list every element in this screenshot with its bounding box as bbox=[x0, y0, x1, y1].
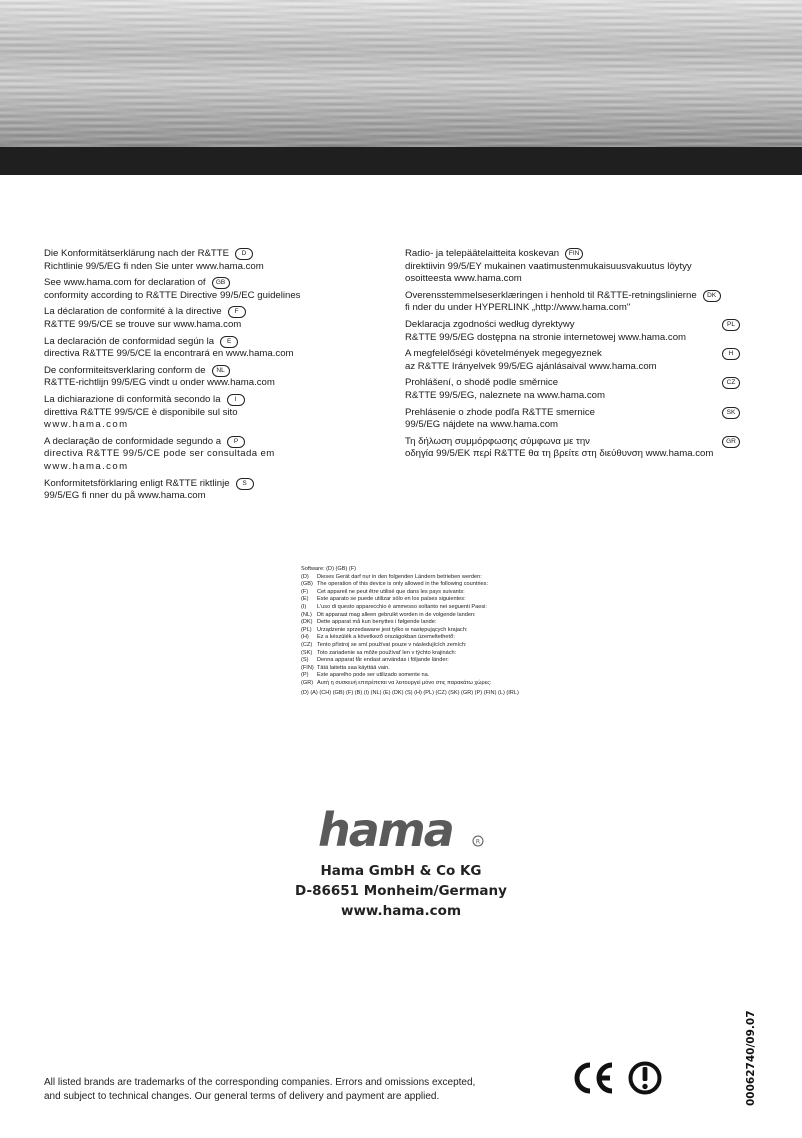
brushed-metal-header bbox=[0, 0, 802, 147]
declaration-line: A megfelelőségi követelmények megegyeznek bbox=[405, 348, 602, 360]
country-badge: D bbox=[235, 248, 253, 260]
software-row bbox=[301, 619, 601, 627]
declaration-line: direttiva R&TTE 99/5/CE è disponibile sul sito bbox=[44, 406, 238, 418]
software-row-code: (CZ) bbox=[301, 641, 313, 648]
country-badge: GR bbox=[722, 436, 740, 448]
order-number bbox=[723, 1010, 763, 1110]
company-website: www.hama.com bbox=[340, 903, 462, 919]
software-row bbox=[301, 680, 601, 688]
footer-line: and subject to technical changes. Our general terms of delivery and payment are applied. bbox=[44, 1090, 440, 1102]
declaration-line: direktiivin 99/5/EY mukainen vaatimustenmukaisuusvakuutus löytyy bbox=[405, 260, 692, 272]
declaration-line: az R&TTE Irányelvek 99/5/EG ajánlásaival www.hama.com bbox=[405, 360, 657, 372]
declaration-line: directiva R&TTE 99/5/CE la encontrará en www.hama.com bbox=[44, 348, 294, 360]
country-badge: SK bbox=[722, 407, 740, 419]
svg-text:R: R bbox=[475, 838, 481, 846]
software-row-text: Ez a készülék a következő országokban üzemeltethető: bbox=[317, 634, 455, 641]
declarations-right-column bbox=[405, 248, 740, 465]
declaration-line: La déclaration de conformité à la directive bbox=[44, 306, 222, 318]
declaration-de bbox=[44, 248, 364, 273]
software-row-code: (H) bbox=[301, 634, 309, 641]
declaration-line: fi nder du under HYPERLINK „http://www.hama.com" bbox=[405, 302, 631, 314]
logo-wordmark: hama bbox=[318, 806, 453, 854]
software-row-text: Tento přístroj se smí používat pouze v následujících zemích: bbox=[317, 641, 467, 648]
software-row-text: Dieses Gerät darf nur in den folgenden Ländern betrieben werden: bbox=[317, 573, 482, 580]
software-row bbox=[301, 634, 601, 642]
country-badge: GB bbox=[212, 277, 230, 289]
declaration-s bbox=[44, 478, 364, 503]
declaration-line: R&TTE-richtlijn 99/5/EG vindt u onder www.hama.com bbox=[44, 377, 275, 389]
declaration-line: Radio- ja telepäätelaitteita koskevan bbox=[405, 248, 560, 259]
company-name: Hama GmbH & Co KG bbox=[320, 863, 482, 879]
software-row-text: Denna apparat får endast användas i följande länder: bbox=[317, 657, 449, 664]
software-row bbox=[301, 650, 601, 658]
software-row-text: Este aparelho pode ser utilizado somente na. bbox=[317, 672, 430, 679]
dark-header-band bbox=[0, 147, 802, 175]
software-row bbox=[301, 604, 601, 612]
declaration-fin bbox=[405, 248, 740, 286]
ce-mark-icon bbox=[577, 1065, 612, 1091]
software-row-code: (FIN) bbox=[301, 664, 314, 671]
country-badge: CZ bbox=[722, 377, 740, 389]
software-row-code: (SK) bbox=[301, 649, 313, 656]
software-row-text: Este aparato se puede utilizar sólo en los países siguientes: bbox=[317, 596, 466, 603]
software-row-code: (I) bbox=[301, 603, 307, 610]
country-badge: H bbox=[722, 348, 740, 360]
declaration-line: Deklaracja zgodności według dyrektywy bbox=[405, 318, 575, 330]
country-badge: DK bbox=[703, 290, 721, 302]
declaration-line: 99/5/EG fi nner du på www.hama.com bbox=[44, 490, 206, 502]
software-country-restrictions bbox=[301, 566, 601, 697]
declaration-sk bbox=[405, 407, 740, 432]
country-badge: P bbox=[227, 436, 245, 448]
company-city: D-86651 Monheim/Germany bbox=[295, 883, 507, 899]
software-row bbox=[301, 574, 601, 582]
software-row-text: Tätä laitetta saa käyttää vain. bbox=[317, 664, 390, 671]
declaration-p bbox=[44, 436, 364, 474]
software-row-text: L'uso di questo apparecchio è ammesso soltanto nei seguenti Paesi: bbox=[317, 603, 487, 610]
software-row bbox=[301, 581, 601, 589]
declaration-e bbox=[44, 336, 364, 361]
country-badge: NL bbox=[212, 365, 230, 377]
declaration-nl bbox=[44, 365, 364, 390]
software-row bbox=[301, 657, 601, 665]
software-row-text: Dette apparat må kun benyttes i følgende lande: bbox=[317, 619, 437, 626]
declaration-line: directiva R&TTE 99/5/CE pode ser consultada em bbox=[44, 448, 275, 460]
software-row bbox=[301, 627, 601, 635]
declaration-line: Konformitetsförklaring enligt R&TTE riktlinje bbox=[44, 477, 230, 489]
declaration-pl bbox=[405, 319, 740, 344]
software-row bbox=[301, 672, 601, 680]
country-badge: E bbox=[220, 336, 238, 348]
software-row-code: (PL) bbox=[301, 626, 312, 633]
declaration-gr bbox=[405, 436, 740, 461]
alert-mark-icon bbox=[631, 1064, 660, 1093]
declaration-line: conformity according to R&TTE Directive 99/5/EC guidelines bbox=[44, 289, 301, 301]
software-row-code: (S) bbox=[301, 657, 309, 664]
order-number-text: 00062740/09.07 bbox=[745, 1010, 757, 1106]
software-row-code: (P) bbox=[301, 672, 309, 679]
legal-footer bbox=[44, 1076, 514, 1103]
declaration-line: La dichiarazione di conformità secondo la bbox=[44, 393, 221, 405]
software-row-text: The operation of this device is only allowed in the following countries: bbox=[317, 581, 489, 588]
conformity-marks bbox=[570, 1058, 670, 1098]
declaration-line: Τη δήλωση συμμόρφωσης σύμφωνα με την bbox=[405, 435, 590, 447]
declaration-line: See www.hama.com for declaration of bbox=[44, 277, 206, 289]
software-row bbox=[301, 642, 601, 650]
software-row-code: (GR) bbox=[301, 679, 314, 686]
software-row-text: Dit apparaat mag alleen gebruikt worden in de volgende landen: bbox=[317, 611, 476, 618]
software-row-text: Urządzenie sprzedawane jest tylko w następujących krajach: bbox=[317, 626, 468, 633]
declaration-line: Die Konformitätserklärung nach der R&TTE bbox=[44, 248, 230, 259]
software-row-code: (NL) bbox=[301, 611, 312, 618]
hama-logo bbox=[316, 806, 486, 854]
declaration-gb bbox=[44, 277, 364, 302]
software-rows bbox=[301, 574, 601, 688]
software-row-code: (E) bbox=[301, 596, 309, 603]
software-row bbox=[301, 589, 601, 597]
declaration-line: 99/5/EG nájdete na www.hama.com bbox=[405, 419, 559, 431]
declaration-f bbox=[44, 306, 364, 331]
declaration-line: www.hama.com bbox=[44, 460, 129, 472]
declaration-line: www.hama.com bbox=[44, 419, 129, 431]
declaration-line: La declaración de conformidad según la bbox=[44, 335, 215, 347]
country-badge: PL bbox=[722, 319, 740, 331]
country-badge: I bbox=[227, 394, 245, 406]
software-row-code: (F) bbox=[301, 588, 309, 595]
software-row-code: (DK) bbox=[301, 619, 313, 626]
country-list: (D) (A) (CH) (GB) (F) (B) (I) (NL) (E) (DK) (S) (H) (PL) (CZ) (SK) (GR) (P) (FIN) (L) (IRL) bbox=[301, 689, 519, 696]
declaration-line: osoitteesta www.hama.com bbox=[405, 273, 522, 285]
software-row-text: Αυτή η συσκευή επιτρέπεται να λειτουργεί μόνο στις παρακάτω χώρες: bbox=[317, 679, 492, 686]
software-row-code: (GB) bbox=[301, 581, 313, 588]
declaration-cz bbox=[405, 377, 740, 402]
declaration-line: R&TTE 99/5/EG dostępna na stronie internetowej www.hama.com bbox=[405, 331, 687, 343]
company-address bbox=[250, 861, 552, 921]
footer-line: All listed brands are trademarks of the corresponding companies. Errors and omissions excepted, bbox=[44, 1077, 476, 1088]
declaration-dk bbox=[405, 290, 740, 315]
declaration-h bbox=[405, 348, 740, 373]
country-badge: FIN bbox=[565, 248, 583, 260]
declaration-line: οδηγία 99/5/ΕΚ περί R&TTE θα τη βρείτε στη διεύθυνση www.hama.com bbox=[405, 448, 714, 460]
country-badge: S bbox=[236, 478, 254, 490]
software-row-text: Cet appareil ne peut être utilisé que dans les pays suivants: bbox=[317, 588, 465, 595]
declaration-line: R&TTE 99/5/EG, naleznete na www.hama.com bbox=[405, 389, 605, 401]
software-row-code: (D) bbox=[301, 573, 309, 580]
declaration-line: Richtlinie 99/5/EG fi nden Sie unter www.hama.com bbox=[44, 260, 264, 272]
declaration-line: Overensstemmelseserklæringen i henhold til R&TTE-retningslinierne bbox=[405, 289, 697, 301]
declaration-line: A declaração de conformidade segundo a bbox=[44, 435, 222, 447]
declarations-left-column bbox=[44, 248, 364, 507]
software-row bbox=[301, 596, 601, 604]
software-row-text: Toto zariadenie sa môže používať len v týchto krajinách: bbox=[317, 649, 457, 656]
declaration-i bbox=[44, 394, 364, 432]
declaration-line: De conformiteitsverklaring conform de bbox=[44, 364, 206, 376]
declaration-line: R&TTE 99/5/CE se trouve sur www.hama.com bbox=[44, 318, 242, 330]
software-header: Software: (D) (GB) (F) bbox=[301, 566, 357, 572]
software-row bbox=[301, 665, 601, 673]
declaration-line: Prohlášení, o shodě podle směrnice bbox=[405, 377, 559, 389]
declaration-line: Prehlásenie o zhode podľa R&TTE smernice bbox=[405, 406, 595, 418]
country-badge: F bbox=[228, 306, 246, 318]
